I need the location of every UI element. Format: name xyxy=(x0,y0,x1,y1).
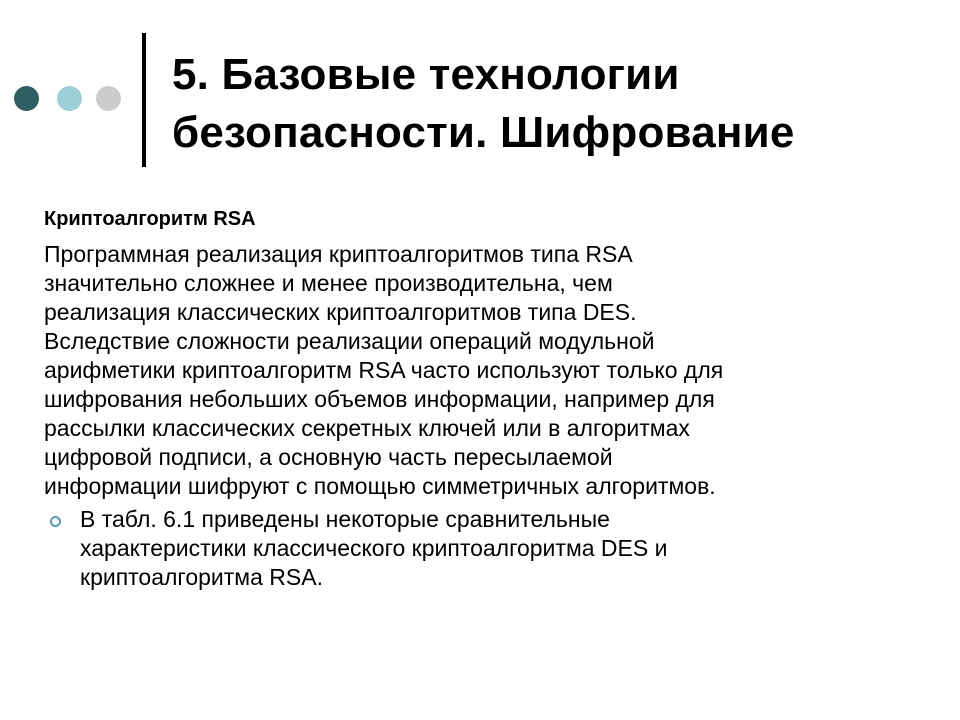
body-text xyxy=(44,240,924,592)
slide-title-line-1: 5. Базовые технологии xyxy=(172,50,680,99)
section-subheading: Криптоалгоритм RSA xyxy=(44,208,256,230)
paragraph-line: арифметики криптоалгоритм RSA часто используют только для xyxy=(44,357,724,383)
paragraph-line: шифрования небольших объемов информации, например для xyxy=(44,386,715,412)
circle-bullet-icon xyxy=(50,516,61,527)
decorative-dots xyxy=(14,86,126,112)
bullet-line: В табл. 6.1 приведены некоторые сравнительные xyxy=(80,506,610,532)
paragraph-line: реализация классических криптоалгоритмов типа DES. xyxy=(44,299,637,325)
paragraph-line: цифровой подписи, а основную часть пересылаемой xyxy=(44,444,613,470)
dot-teal-icon xyxy=(57,86,82,111)
bullet-item xyxy=(44,505,924,592)
bullet-line: характеристики классического криптоалгоритма DES и xyxy=(80,535,668,561)
dot-grey-icon xyxy=(96,86,121,111)
bullet-line: криптоалгоритма RSA. xyxy=(80,564,323,590)
slide-title xyxy=(172,46,942,162)
paragraph-line: Программная реализация криптоалгоритмов типа RSA xyxy=(44,241,633,267)
paragraph-line: информации шифруют с помощью симметричных алгоритмов. xyxy=(44,473,716,499)
paragraph-line: значительно сложнее и менее производительна, чем xyxy=(44,270,613,296)
paragraph-line: Вследствие сложности реализации операций модульной xyxy=(44,328,655,354)
slide-title-line-2: безопасности. Шифрование xyxy=(172,108,795,157)
main-paragraph xyxy=(44,240,924,501)
title-divider xyxy=(142,33,146,167)
dot-dark-icon xyxy=(14,86,39,111)
paragraph-line: рассылки классических секретных ключей или в алгоритмах xyxy=(44,415,690,441)
